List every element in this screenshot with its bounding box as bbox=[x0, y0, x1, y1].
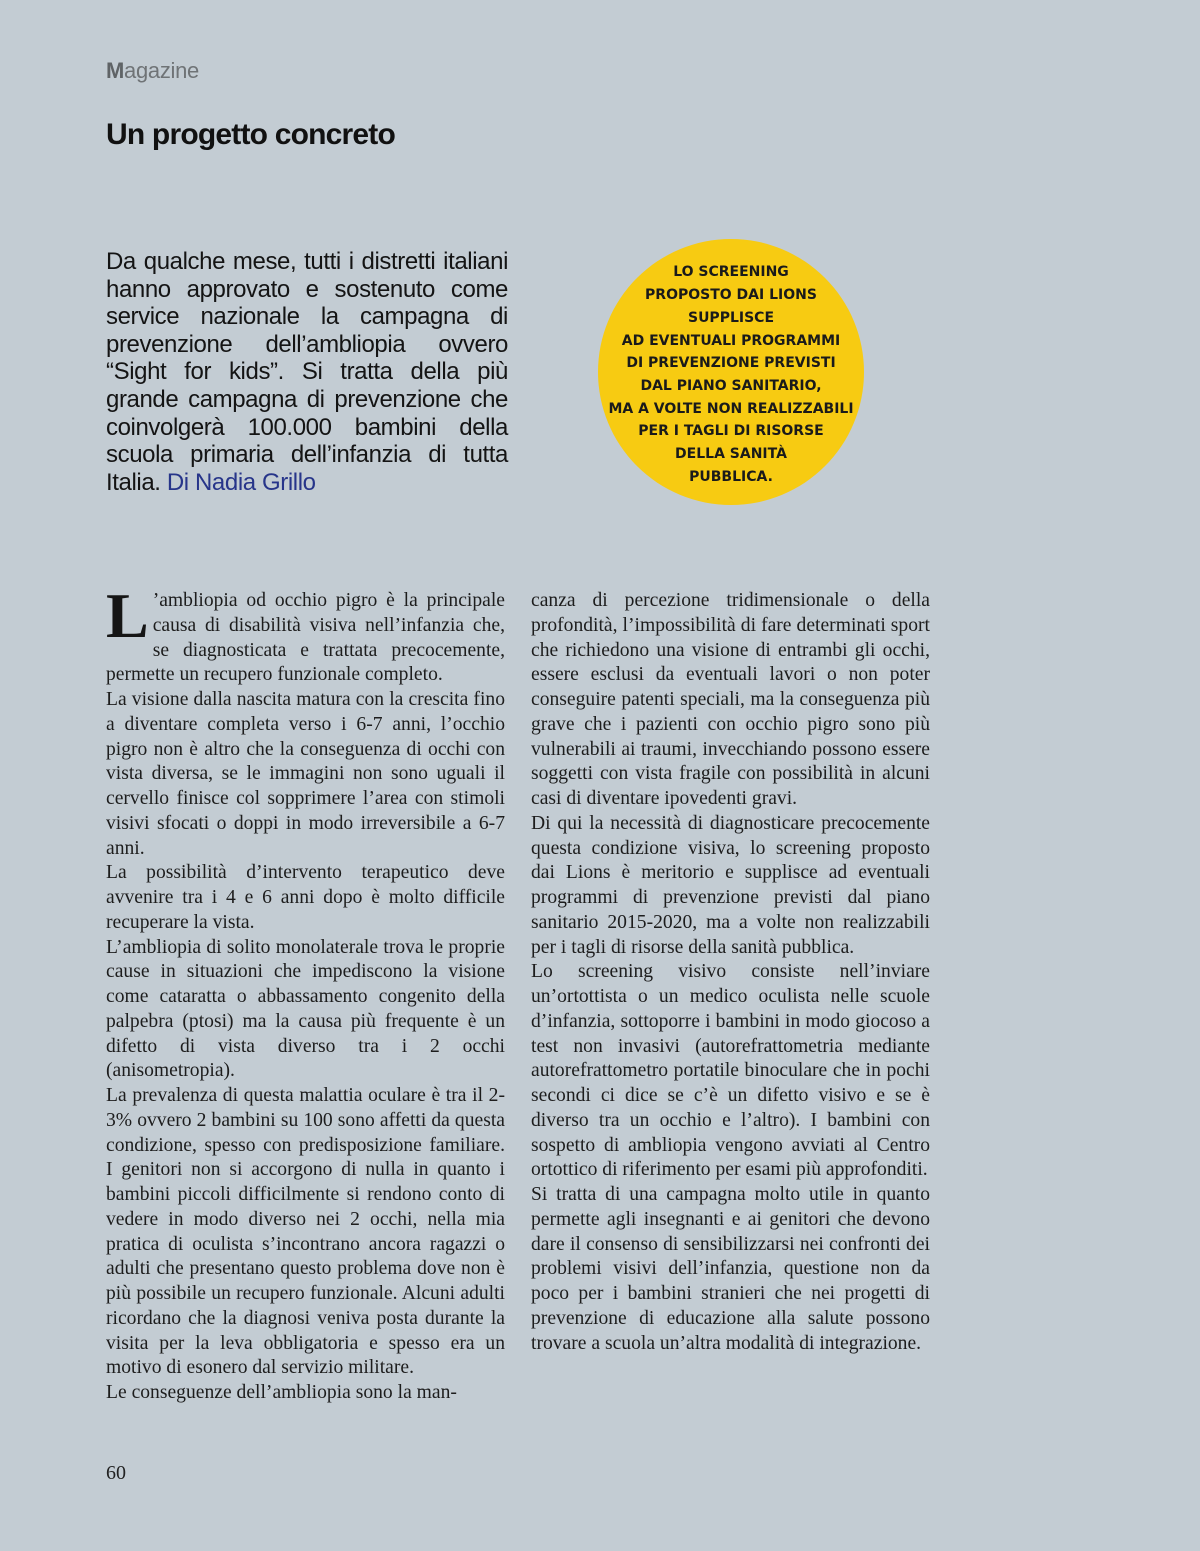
article-paragraph: La prevalenza di questa malattia oculare è tra il 2-3% ovvero 2 bambini su 100 sono affetti da questa condizione, spesso con predisposizione familiare. I genitori non si accorgono di nulla in quanto i bambini piccoli difficilmente si rendono conto di vedere in modo diverso nei 2 occhi, nella mia pratica di oculista s’incontrano ancora ragazzi o adulti che presentano questo problema dove non è più possibile un recupero funzionale. Alcuni adulti ricordano che la diagnosi veniva posta durante la visita per la leva obbligatoria e spesso era un motivo di esonero dal servizio militare. bbox=[106, 1085, 505, 1379]
article-column-right bbox=[531, 589, 930, 1356]
article-column-left bbox=[106, 580, 505, 1406]
page-number: 60 bbox=[106, 1462, 126, 1484]
article-paragraph: Lo screening visivo consiste nell’inviare un’ortottista o un medico oculista nelle scuole d’infanzia, sottoporre i bambini in modo giocoso a test non invasivi (autorefrattometria mediante autorefrattometro portatile binoculare che in pochi secondi ci dice se c’è un difetto visivo e se è diverso tra un occhio e l’altro). I bambini con sospetto di ambliopia vengono avviati al Centro ortottico di riferimento per esami più approfonditi. bbox=[531, 961, 930, 1181]
lead-paragraph bbox=[106, 248, 508, 496]
article-title: Un progetto concreto bbox=[106, 118, 395, 151]
article-paragraph-text: ’ambliopia od occhio pigro è la principale causa di disabilità visiva nell’infanzia che, se diagnosticata e trattata precocemente, permette un recupero funzionale completo. bbox=[106, 590, 505, 686]
article-paragraph: L’ambliopia di solito monolaterale trova le proprie cause in situazioni che impediscono la visione come cataratta o abbassamento congenito della palpebra (ptosi) ma la causa più frequente è un difetto di vista diverso tra i 2 occhi (anisometropia). bbox=[106, 936, 505, 1082]
article-paragraph: Di qui la necessità di diagnosticare precocemente questa condizione visiva, lo screening proposto dai Lions è meritorio e supplisce ad eventuali programmi di prevenzione previsti dal piano sanitario 2015-2020, ma a volte non realizzabili per i tagli di risorse della sanità pubblica. bbox=[531, 812, 930, 958]
author-byline: Di Nadia Grillo bbox=[166, 468, 316, 496]
article-paragraph: La visione dalla nascita matura con la crescita fino a diventare completa verso i 6-7 anni, l’occhio pigro non è altro che la conseguenza di occhi con vista diversa, se le immagini non sono uguali il cervello finisce col sopprimere l’area con stimoli visivi sfocati o doppi in modo irreversibile a 6-7 anni. bbox=[106, 689, 505, 859]
article-paragraph: Si tratta di una campagna molto utile in quanto permette agli insegnanti e ai genitori che devono dare il consenso di sensibilizzarsi nei confronti dei problemi visivi dell’infanzia, questione non da poco per i bambini stranieri che nei progetti di prevenzione di educazione alla salute possono trovare a scuola un’altra modalità di integrazione. bbox=[531, 1184, 930, 1354]
article-paragraph: canza di percezione tridimensionale o della profondità, l’impossibilità di fare determinati sport che richiedono una visione di entrambi gli occhi, essere esclusi da eventuali lavori o non poter conseguire patenti speciali, ma la conseguenza più grave che i pazienti con occhio pigro sono più vulnerabili ai traumi, invecchiando possono essere soggetti con vista fragile con possibilità in alcuni casi di diventare ipovedenti gravi. bbox=[531, 590, 930, 809]
callout-circle bbox=[598, 239, 864, 505]
section-label bbox=[106, 58, 199, 84]
drop-cap: L bbox=[106, 580, 149, 651]
lead-text: Da qualche mese, tutti i distretti italiani hanno approvato e sostenuto come service nazionale la campagna di prevenzione dell’ambliopia ovvero “Sight for kids”. Si tratta della più grande campagna di prevenzione che coinvolgerà 100.000 bambini della scuola primaria dell’infanzia di tutta Italia. bbox=[106, 248, 508, 496]
section-label-rest: agazine bbox=[124, 58, 199, 83]
article-paragraph: La possibilità d’intervento terapeutico deve avvenire tra i 4 e 6 anni dopo è molto difficile recuperare la vista. bbox=[106, 862, 505, 933]
callout-text: LO SCREENING PROPOSTO DAI LIONS SUPPLISCE AD EVENTUALI PROGRAMMI DI PREVENZIONE PREVISTI DAL PIANO SANITARIO, MA A VOLTE NON REALIZZABILI PER I TAGLI DI RISORSE DELLA SANITÀ PUBBLICA. bbox=[608, 264, 854, 485]
section-label-initial: M bbox=[106, 58, 125, 83]
article-paragraph: Le conseguenze dell’ambliopia sono la man- bbox=[106, 1382, 457, 1403]
article-paragraph bbox=[106, 580, 505, 688]
